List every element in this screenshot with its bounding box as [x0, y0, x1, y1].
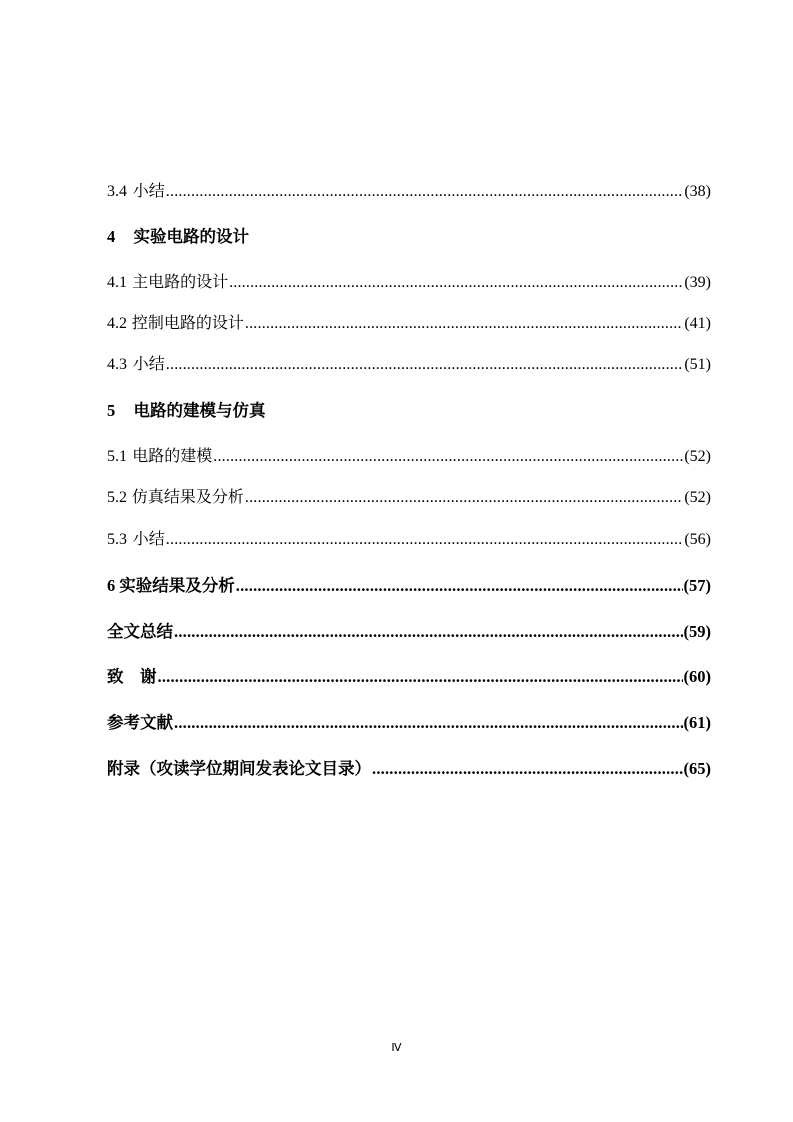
- toc-entry-5-3[interactable]: [107, 528, 711, 552]
- toc-entry-title: 电路的建模: [132, 448, 213, 465]
- toc-entry-number: 3.4: [107, 183, 127, 200]
- toc-dot-leader: [213, 445, 683, 469]
- toc-page-number: (41): [684, 315, 711, 332]
- toc-dot-leader: [245, 486, 683, 510]
- toc-entry-5-1[interactable]: [107, 445, 711, 469]
- toc-page-number: (51): [684, 356, 711, 373]
- toc-dot-leader: [236, 574, 683, 598]
- toc-dot-leader: [166, 180, 684, 204]
- toc-summary[interactable]: [107, 620, 711, 644]
- toc-dot-leader: [166, 528, 684, 552]
- toc-entry-title: 主电路的设计: [132, 274, 229, 291]
- toc-entry-4-3[interactable]: [107, 353, 711, 377]
- toc-entry-number: 5.3: [107, 531, 127, 548]
- toc-entry-3-4[interactable]: [107, 180, 711, 204]
- toc-appendix[interactable]: [107, 757, 711, 781]
- toc-chapter-number: 5: [107, 401, 116, 420]
- toc-chapter-title: 参考文献: [107, 713, 173, 732]
- toc-chapter-title: 电路的建模与仿真: [133, 401, 266, 420]
- toc-entry-4-2[interactable]: [107, 312, 711, 336]
- toc-page-number: (52): [684, 448, 711, 465]
- toc-entry-number: 5.1: [107, 448, 127, 465]
- toc-dot-leader: [174, 620, 683, 644]
- toc-dot-leader: [245, 312, 683, 336]
- toc-chapter-title: 附录（攻读学位期间发表论文目录）: [107, 759, 371, 778]
- toc-entry-number: 4.1: [107, 274, 127, 291]
- toc-page-number: (38): [684, 183, 711, 200]
- toc-page-number: (39): [684, 274, 711, 291]
- toc-chapter-5[interactable]: [107, 399, 266, 423]
- toc-entry-5-2[interactable]: [107, 486, 711, 510]
- toc-references[interactable]: [107, 711, 711, 735]
- page-number-footer: Ⅳ: [391, 1042, 402, 1054]
- toc-page-number: (61): [683, 713, 711, 732]
- toc-page-number: (60): [683, 667, 711, 686]
- toc-entry-4-1[interactable]: [107, 271, 711, 295]
- toc-dot-leader: [158, 665, 683, 689]
- toc-chapter-title: 实验电路的设计: [133, 227, 249, 246]
- toc-chapter-title: 实验结果及分析: [119, 576, 235, 595]
- toc-chapter-4[interactable]: [107, 225, 249, 249]
- toc-chapter-number: 4: [107, 227, 116, 246]
- toc-page-number: (52): [684, 489, 711, 506]
- toc-page-number: (65): [683, 759, 711, 778]
- toc-dot-leader: [372, 757, 683, 781]
- toc-acknowledgements[interactable]: [107, 665, 711, 689]
- toc-entry-title: 小结: [132, 356, 165, 373]
- toc-chapter-title: 致 谢: [107, 667, 157, 686]
- toc-dot-leader: [166, 353, 684, 377]
- toc-entry-title: 小结: [132, 531, 165, 548]
- toc-entry-number: 4.2: [107, 315, 127, 332]
- toc-entry-number: 5.2: [107, 489, 127, 506]
- toc-chapter-6[interactable]: [107, 574, 711, 598]
- toc-dot-leader: [229, 271, 683, 295]
- toc-entry-title: 仿真结果及分析: [131, 489, 244, 506]
- toc-chapter-number: 6: [107, 576, 116, 595]
- toc-entry-title: 小结: [132, 183, 165, 200]
- toc-chapter-title: 全文总结: [107, 622, 173, 641]
- toc-page-number: (59): [683, 622, 711, 641]
- toc-page-number: (56): [684, 531, 711, 548]
- toc-entry-title: 控制电路的设计: [131, 315, 244, 332]
- toc-entry-number: 4.3: [107, 356, 127, 373]
- toc-dot-leader: [174, 711, 683, 735]
- toc-page-number: (57): [683, 576, 711, 595]
